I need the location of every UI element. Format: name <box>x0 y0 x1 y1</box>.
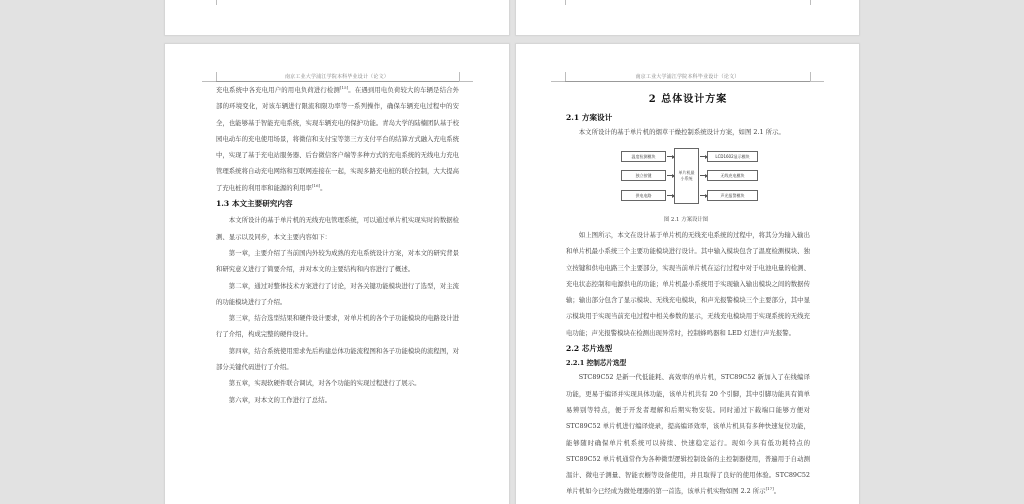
chapter-summary-1: 第一章，主要介绍了当前国内外较为成熟的充电系统设计方案，对本文的研究背景和研究意义进行了简要介绍，并对本文的主要结构和内容进行了概述。 <box>216 248 459 274</box>
header-rule <box>565 81 810 82</box>
document-page-left[interactable] <box>165 44 509 504</box>
margin-corner-mark <box>810 0 811 5</box>
page-body-top <box>566 90 810 139</box>
arrow-icon <box>700 175 707 176</box>
section-heading-2-1: 2.1 方案设计 <box>566 113 613 122</box>
margin-corner-mark <box>216 72 217 81</box>
arrow-icon <box>667 156 674 157</box>
page-body-bottom <box>566 227 810 500</box>
page-header: 南京工业大学浦江学院本科毕业设计（论文） <box>635 74 740 80</box>
chapter-summary-3: 第三章，结合选型结果和硬件设计要求，对单片机的各个子功能模块的电路设计进行了介绍，构成完整的硬件设计。 <box>216 314 459 339</box>
diagram-box-output-3: 声光报警模块 <box>707 190 758 201</box>
margin-corner-mark <box>202 81 216 82</box>
diagram-box-output-1: LCD1602显示模块 <box>707 151 758 162</box>
chapter-summary-4: 第四章，结合系统使用需求先后构建总体功能流程图和各子功能模块的流程图，对部分关键代码进行了介绍。 <box>216 346 459 372</box>
paragraph: 充电系统中各充电用户的用电负荷进行检测[15]。在遇到用电负荷较大的车辆是结合外部的环境变化，对该车辆进行限流和限功率等一系列操作，确保车辆充电过程中的安全，也能够基于智能充电系统，实现车辆充电的保护功能。青岛大学的陆楠团队基于校园电动车的充电使用场景，将微信和支付宝等第三方支付平台的结算方式融入充电系统中，实现了基于充电站服务器、后台微信客户端等多种方式的充电系统的无线电力充电管理系统将自动充电网络和互联网连接在一起，实现多路充电桩的联合控制，大大提高了充电桩的利用率和能源的利用率[16]。 <box>216 84 460 192</box>
section-heading-2-2: 2.2 芯片选型 <box>566 344 613 354</box>
arrow-icon <box>667 195 674 196</box>
diagram-box-output-2: 无线充电模块 <box>707 170 758 181</box>
arrow-icon <box>700 195 707 196</box>
diagram-box-mcu: 单片机最小系统 <box>674 148 699 204</box>
figure-caption: 图 2.1 方案设计图 <box>663 217 709 223</box>
document-page-right[interactable] <box>516 44 859 504</box>
chapter-title: 2 总体设计方案 <box>648 94 728 105</box>
arrow-icon <box>700 156 707 157</box>
diagram-box-input-1: 温度检测模块 <box>621 151 666 162</box>
chapter-summary-5: 第五章，实现软硬件联合调试，对各个功能的实现过程进行了展示。 <box>228 379 421 388</box>
previous-page-left <box>165 0 509 35</box>
margin-corner-mark <box>810 81 824 82</box>
margin-corner-mark <box>565 0 566 5</box>
paragraph: 本文所设计的基于单片机的无线充电管理系统，可以通过单片机实现实时的数据检测、显示以及同步，本文主要内容如下： <box>216 216 459 241</box>
paragraph: 本文所设计的基于单片机的烟草干燥控制系统设计方案，如图 2.1 所示。 <box>578 128 785 136</box>
section-heading-2-2-1: 2.2.1 控制芯片选型 <box>566 359 627 368</box>
previous-page-right <box>516 0 859 35</box>
margin-corner-mark <box>459 72 460 81</box>
arrow-icon <box>667 175 674 176</box>
margin-corner-mark <box>810 72 811 81</box>
diagram-box-input-3: 供电电路 <box>621 190 666 201</box>
paragraph: STC89C52 是新一代低能耗、高效率的单片机，STC89C52 新加入了在线编译功能，更易于编译并实现具体功能，该单片机共有 20 个引脚，其中引脚功能具有简单易辨别等特点，便于开发者理解和后期实物安装。同时通过下载端口能够方便对 STC89C52 单片机进行编译烧录，提高编译效率，该单片机具有多种快速复位功能，能够随时确保单片机系统可以持续、快速稳定运行。现如今具有低功耗特点的 STC89C52 单片机通常作为各种微型逻辑控制设备的主控制器使用，普遍用于自动测温计、微电子测量、智能衣橱等设备使用，并且取得了良好的使用体验。STC89C52 单片机如今已经成为微处理器的第一首选，该单片机实物如图 2.2 所示[17]。 <box>566 373 810 496</box>
diagram-box-input-2: 独立按键 <box>621 170 666 181</box>
paragraph: 如上图所示，本文在设计基于单片机的无线充电系统的过程中，将其分为输入输出和单片机最小系统三个主要功能模块进行设计。其中输入模块包含了温度检测模块、独立按键和供电电路三个主要部分，实现当前单片机在运行过程中对于电池电量的检测、充电状态控制和电源供电的功能；单片机最小系统用于实现输入输出模块之间的数据传输；输出部分包含了显示模块、无线充电模块，和声光报警模块三个主要部分，其中显示模块用于实现当前充电过程中相关参数的显示，无线充电模块用于实现系统的无线充电功能；声光报警模块在检测出现异常时，控制蜂鸣器和 LED 灯进行声光报警。 <box>566 231 810 337</box>
section-heading-1-3: 1.3 本文主要研究内容 <box>216 199 293 209</box>
margin-corner-mark <box>216 0 217 5</box>
margin-corner-mark <box>551 81 565 82</box>
page-body <box>216 82 459 408</box>
margin-corner-mark <box>459 81 473 82</box>
chapter-summary-6: 第六章，对本文的工作进行了总结。 <box>228 395 332 404</box>
chapter-summary-2: 第二章，通过对整体技术方案进行了讨论，对各关键功能模块进行了选型，对主流的功能模块进行了介绍。 <box>216 281 459 306</box>
page-header: 南京工业大学浦江学院本科毕业设计（论文） <box>284 74 389 80</box>
margin-corner-mark <box>565 72 566 81</box>
